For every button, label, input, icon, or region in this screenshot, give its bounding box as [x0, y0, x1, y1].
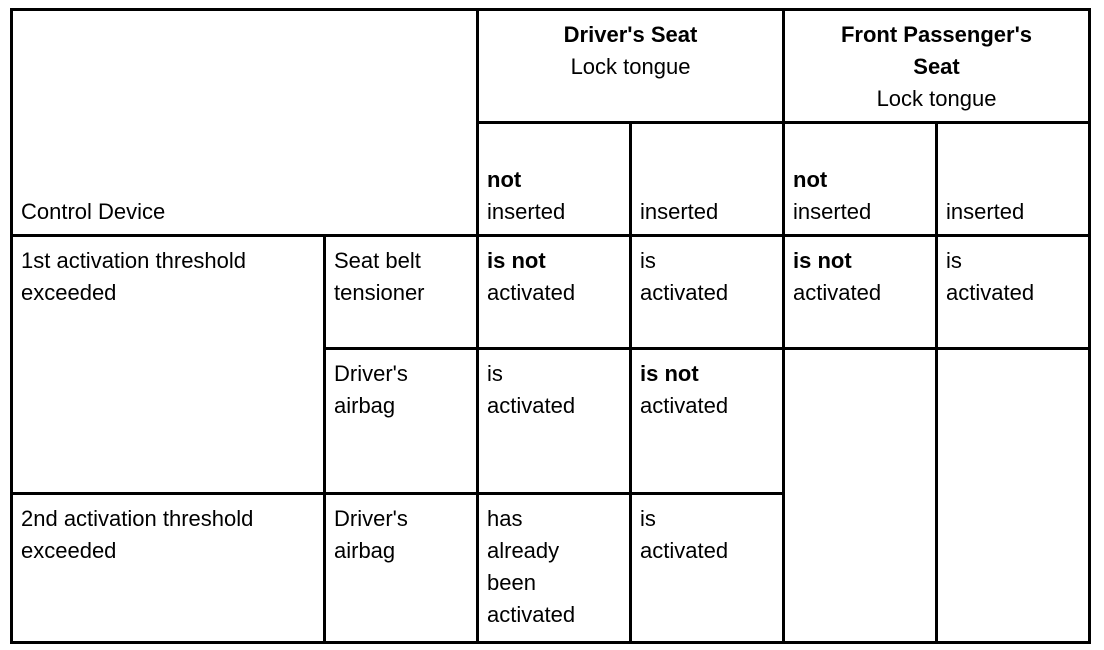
passenger-inserted-header	[937, 123, 1090, 236]
empty-passenger-not-inserted-cell	[784, 349, 937, 643]
status-line: is	[640, 248, 656, 273]
header-line: inserted	[487, 199, 566, 224]
status-line: activated	[793, 280, 882, 305]
device-line: tensioner	[334, 280, 425, 305]
passenger-seat-title-line1: Front Passenger's	[840, 22, 1033, 47]
status-line: activated	[487, 280, 576, 305]
empty-passenger-inserted-cell	[937, 349, 1090, 643]
status-line: been	[487, 570, 536, 595]
driver-inserted-header	[631, 123, 784, 236]
airbag-driver-inserted-cell	[631, 349, 784, 494]
device-line: Driver's	[334, 506, 408, 531]
passenger-not-inserted-header	[784, 123, 937, 236]
belt-driver-inserted-cell	[631, 236, 784, 349]
threshold1-label	[12, 236, 325, 494]
status-line: is	[640, 506, 656, 531]
status-line: activated	[640, 393, 729, 418]
threshold-line: 2nd activation threshold	[21, 506, 254, 531]
device-line: Driver's	[334, 361, 408, 386]
driver-seat-header	[478, 10, 784, 123]
header-line: inserted	[793, 199, 872, 224]
airbag2-driver-not-inserted-cell	[478, 494, 631, 643]
status-line: is	[487, 361, 503, 386]
status-line: activated	[487, 393, 576, 418]
belt-driver-not-inserted-cell	[478, 236, 631, 349]
device-line: airbag	[334, 393, 396, 418]
status-line: already	[487, 538, 560, 563]
threshold2-label	[12, 494, 325, 643]
airbag-driver-not-inserted-cell	[478, 349, 631, 494]
control-device-header	[12, 10, 478, 236]
status-line: activated	[946, 280, 1035, 305]
status-line: is not	[640, 361, 699, 386]
threshold-line: exceeded	[21, 280, 117, 305]
header-line: not	[487, 167, 522, 192]
status-line: has	[487, 506, 523, 531]
driver-lock-tongue-label: Lock tongue	[570, 54, 691, 79]
status-line: activated	[487, 602, 576, 627]
driver-not-inserted-header	[478, 123, 631, 236]
passenger-seat-header	[784, 10, 1090, 123]
belt-passenger-inserted-cell	[937, 236, 1090, 349]
control-device-label: Control Device	[21, 199, 166, 224]
status-line: is not	[793, 248, 852, 273]
status-line: activated	[640, 280, 729, 305]
status-line: is	[946, 248, 962, 273]
drivers-airbag-cell	[325, 349, 478, 494]
belt-passenger-not-inserted-cell	[784, 236, 937, 349]
drivers-airbag-cell-2	[325, 494, 478, 643]
status-line: activated	[640, 538, 729, 563]
threshold-line: 1st activation threshold	[21, 248, 247, 273]
header-line: inserted	[946, 199, 1025, 224]
airbag-activation-table	[10, 8, 1091, 644]
passenger-seat-title-line2: Seat	[913, 54, 960, 79]
driver-seat-title: Driver's Seat	[563, 22, 698, 47]
status-line: is not	[487, 248, 546, 273]
header-line: not	[793, 167, 828, 192]
device-line: Seat belt	[334, 248, 421, 273]
seat-belt-tensioner-cell	[325, 236, 478, 349]
airbag2-driver-inserted-cell	[631, 494, 784, 643]
device-line: airbag	[334, 538, 396, 563]
header-line: inserted	[640, 199, 719, 224]
passenger-lock-tongue-label: Lock tongue	[876, 86, 997, 111]
threshold-line: exceeded	[21, 538, 117, 563]
